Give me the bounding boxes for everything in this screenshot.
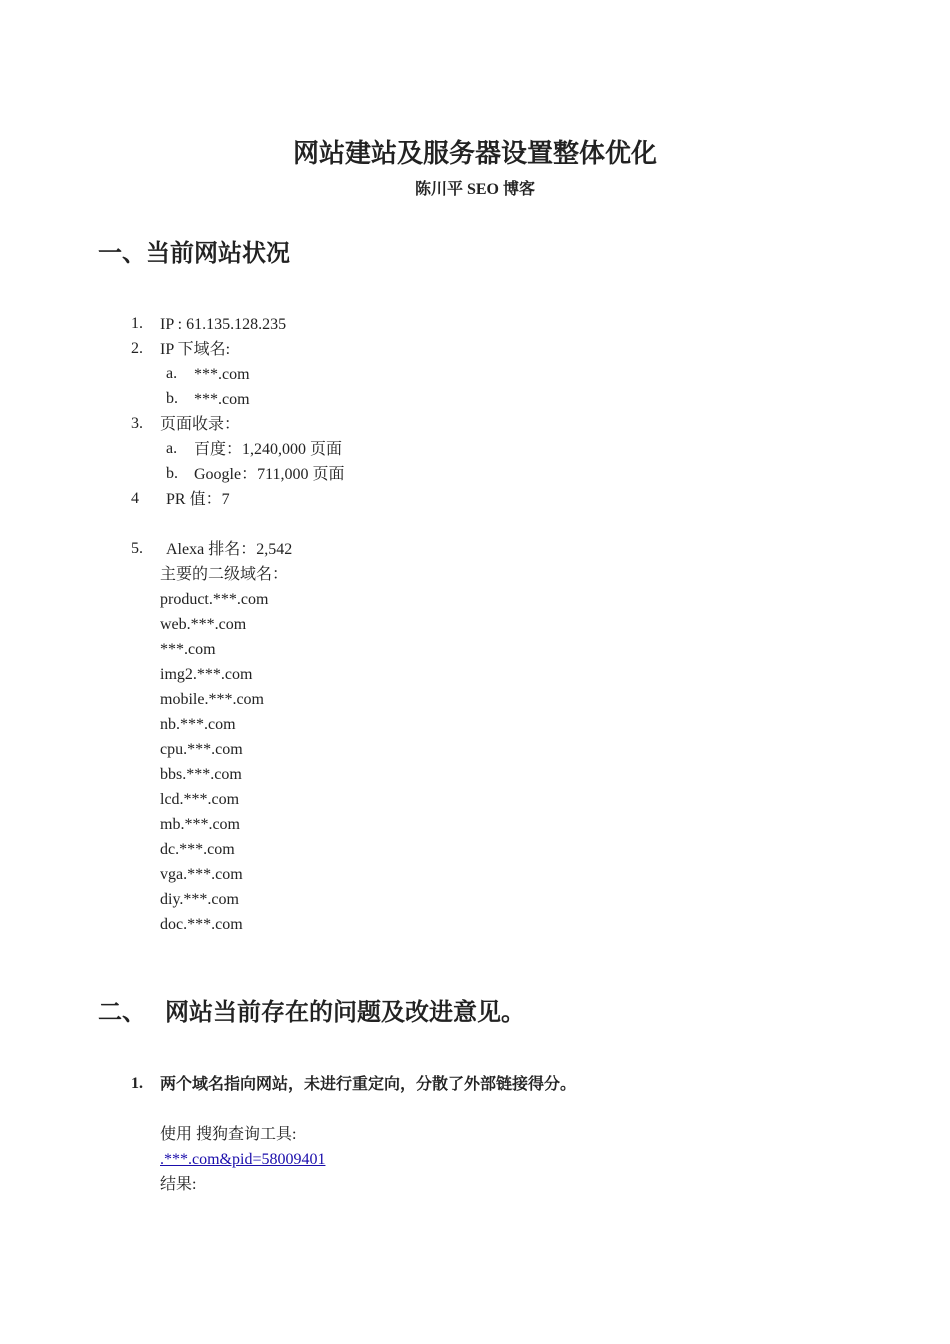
subdomain-item: lcd.***.com [160, 791, 240, 808]
result-label: 结果: [160, 1176, 197, 1193]
subdomain-list [160, 587, 268, 937]
list-item-alexa: Alexa 排名：2,542 [166, 541, 293, 558]
list-number: 1. [131, 315, 143, 332]
subdomain-label: 主要的二级域名： [160, 566, 289, 583]
list-item-google: Google：711,000 页面 [194, 466, 345, 483]
list-item-pr: PR 值：7 [166, 491, 230, 508]
issue-1-text: 两个域名指向网站，未进行重定向，分散了外部链接得分。 [160, 1076, 577, 1093]
subdomain-item: bbs.***.com [160, 766, 242, 783]
list-item-ip: IP : 61.135.128.235 [160, 316, 287, 333]
list-number: 5. [131, 540, 143, 557]
sogou-query-link[interactable]: .***.com&pid=58009401 [160, 1151, 326, 1168]
subdomain-item: mb.***.com [160, 816, 240, 833]
list-number: 4 [131, 490, 139, 507]
subdomain-item: product.***.com [160, 591, 269, 608]
list-letter: b. [166, 465, 178, 482]
list-item-ip-domains: IP 下域名: [160, 341, 231, 358]
document-title: 网站建站及服务器设置整体优化 [292, 139, 657, 168]
tool-instruction: 使用 搜狗查询工具: [160, 1126, 297, 1143]
list-item-indexed-pages: 页面收录： [160, 416, 241, 433]
list-item-domain-a: ***.com [194, 366, 250, 383]
subdomain-item: diy.***.com [160, 891, 239, 908]
subdomain-item: vga.***.com [160, 866, 243, 883]
issue-number: 1. [131, 1075, 143, 1092]
subdomain-item: mobile.***.com [160, 691, 264, 708]
list-number: 3. [131, 415, 143, 432]
list-item-domain-b: ***.com [194, 391, 250, 408]
list-item-baidu: 百度：1,240,000 页面 [194, 441, 343, 458]
list-letter: b. [166, 390, 178, 407]
list-number: 2. [131, 340, 143, 357]
subdomain-item: cpu.***.com [160, 741, 243, 758]
list-letter: a. [166, 365, 178, 382]
subdomain-item: ***.com [160, 641, 216, 658]
subdomain-item: dc.***.com [160, 841, 235, 858]
subdomain-item: nb.***.com [160, 716, 236, 733]
subdomain-item: web.***.com [160, 616, 247, 633]
subdomain-item: img2.***.com [160, 666, 253, 683]
section-heading-1: 一、当前网站状况 [98, 241, 290, 267]
subdomain-item: doc.***.com [160, 916, 243, 933]
list-letter: a. [166, 440, 178, 457]
section-heading-2-number: 二、 [98, 1000, 146, 1026]
section-heading-2: 网站当前存在的问题及改进意见。 [165, 1000, 525, 1026]
document-subtitle: 陈川平 SEO 博客 [414, 181, 536, 198]
